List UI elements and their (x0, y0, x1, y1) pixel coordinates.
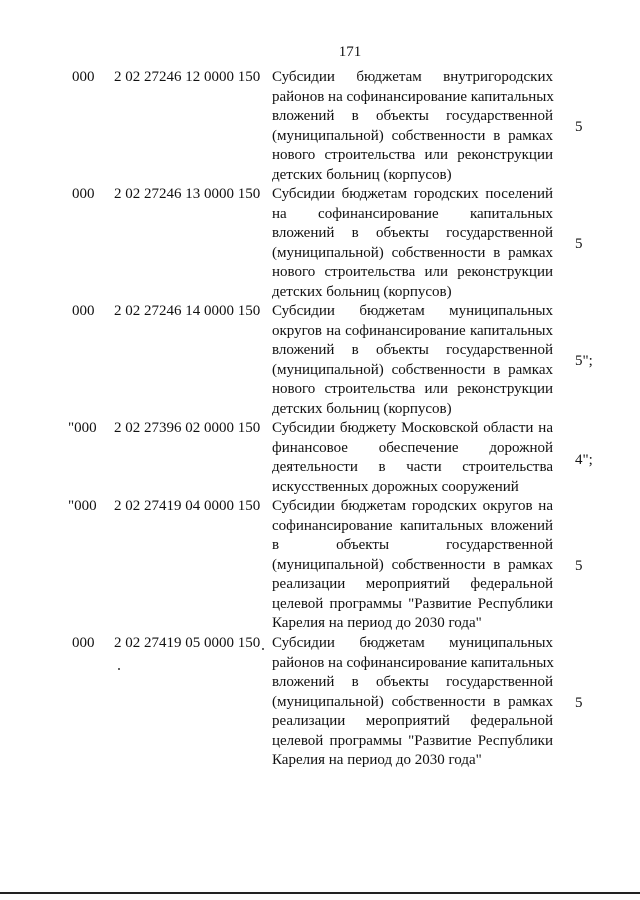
description-line: вложений в объекты государственной (272, 225, 553, 241)
description-line: (муниципальной) собственности в рамках (272, 361, 553, 378)
page-number: 171 (338, 44, 362, 60)
scan-speck (118, 668, 120, 670)
classification-code: 2 02 27419 04 0000 150 (114, 498, 261, 514)
description-line: нового строительства или реконструкции (272, 381, 553, 397)
scan-speck (262, 648, 264, 650)
admin-code: 000 (72, 69, 95, 85)
admin-code: 000 (72, 635, 95, 651)
description-line: вложений в объекты государственной (272, 108, 553, 124)
description (272, 302, 553, 419)
value: 5 (575, 236, 583, 252)
description-line: на софинансирование капитальных (272, 205, 553, 222)
description-line: (муниципальной) собственности в рамках (272, 127, 553, 144)
description-line: Субсидии бюджетам городских поселений (272, 186, 553, 202)
classification-code: 2 02 27246 13 0000 150 (114, 186, 261, 202)
description-line: софинансирование капитальных вложений (272, 517, 553, 534)
description (272, 68, 553, 185)
classification-code: 2 02 27419 05 0000 150 (114, 635, 261, 651)
description-line: районов на софинансирование капитальных (272, 654, 554, 671)
description-line: в объекты государственной (272, 537, 553, 553)
description-line: реализации мероприятий федеральной (272, 713, 553, 729)
classification-code: 2 02 27396 02 0000 150 (114, 420, 261, 436)
description (272, 497, 553, 634)
admin-code: "000 (68, 420, 97, 436)
description-line: Субсидии бюджетам муниципальных (272, 303, 553, 319)
description-line: Субсидии бюджетам муниципальных (272, 635, 553, 651)
description-line: детских больниц (корпусов) (272, 400, 452, 417)
description (272, 419, 553, 497)
description-line: искусственных дорожных сооружений (272, 478, 519, 495)
description-line: целевой программы "Развитие Республики (272, 595, 553, 612)
description-line: Субсидии бюджетам внутригородских (272, 69, 553, 85)
value: 5 (575, 695, 583, 711)
value: 5 (575, 119, 583, 135)
description-line: Карелия на период до 2030 года" (272, 615, 482, 631)
description-line: целевой программы "Развитие Республики (272, 732, 553, 749)
description-line: финансовое обеспечение дорожной (272, 439, 553, 456)
description-line: Субсидии бюджету Московской области на (272, 420, 553, 436)
description (272, 185, 553, 302)
description-line: детских больниц (корпусов) (272, 166, 452, 183)
description-line: деятельности в части строительства (272, 459, 553, 475)
description-line: Субсидии бюджетам городских округов на (272, 498, 553, 514)
description-line: районов на софинансирование капитальных (272, 88, 554, 105)
description-line: Карелия на период до 2030 года" (272, 752, 482, 768)
description-line: реализации мероприятий федеральной (272, 576, 553, 592)
admin-code: 000 (72, 303, 95, 319)
value: 5"; (575, 353, 593, 369)
description (272, 634, 553, 771)
description-line: (муниципальной) собственности в рамках (272, 693, 553, 710)
admin-code: "000 (68, 498, 97, 514)
value: 5 (575, 558, 583, 574)
description-line: нового строительства или реконструкции (272, 264, 553, 280)
classification-code: 2 02 27246 12 0000 150 (114, 69, 261, 85)
description-line: (муниципальной) собственности в рамках (272, 244, 553, 261)
scan-edge-rule (0, 892, 640, 894)
value: 4"; (575, 452, 593, 468)
description-line: детских больниц (корпусов) (272, 283, 452, 300)
description-line: вложений в объекты государственной (272, 342, 553, 358)
admin-code: 000 (72, 186, 95, 202)
description-line: округов на софинансирование капитальных (272, 322, 553, 339)
description-line: нового строительства или реконструкции (272, 147, 553, 163)
description-line: вложений в объекты государственной (272, 674, 553, 690)
description-line: (муниципальной) собственности в рамках (272, 556, 553, 573)
classification-code: 2 02 27246 14 0000 150 (114, 303, 261, 319)
